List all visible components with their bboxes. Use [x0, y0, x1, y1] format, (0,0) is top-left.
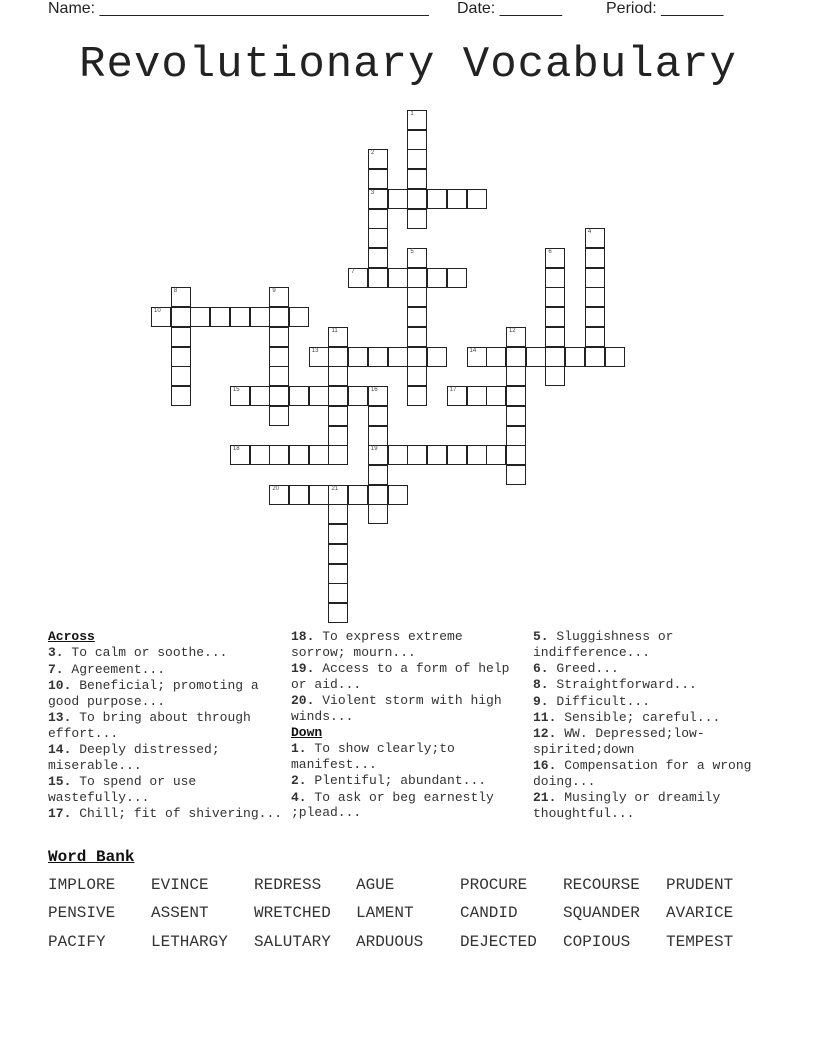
grid-number: 6: [548, 249, 552, 256]
clue-down-2: 2. Plentiful; abundant...: [291, 773, 487, 789]
grid-cell[interactable]: [427, 268, 447, 288]
grid-cell[interactable]: [269, 485, 289, 505]
grid-cell[interactable]: [486, 445, 506, 465]
grid-cell[interactable]: [348, 268, 368, 288]
clue-across-10: 10. Beneficial; promoting a good purpose...: [48, 677, 259, 709]
grid-cell[interactable]: [309, 386, 329, 406]
grid-cell[interactable]: [506, 366, 526, 386]
clue-across-15: 15. To spend or use wastefully...: [48, 773, 197, 805]
grid-cell[interactable]: [486, 386, 506, 406]
word-bank-item: PACIFY: [48, 933, 106, 951]
word-bank-item: LETHARGY: [151, 933, 228, 951]
grid-number: 15: [232, 387, 240, 394]
grid-cell[interactable]: [427, 189, 447, 209]
word-bank-title: Word Bank: [48, 848, 135, 866]
grid-cell[interactable]: [328, 386, 348, 406]
grid-cell[interactable]: [427, 347, 447, 367]
grid-cell[interactable]: [171, 307, 191, 327]
grid-cell[interactable]: [407, 386, 427, 406]
grid-cell[interactable]: [545, 366, 565, 386]
clue-across-18: 18. To express extreme sorrow; mourn...: [291, 629, 463, 660]
grid-cell[interactable]: [269, 327, 289, 347]
grid-cell[interactable]: [328, 524, 348, 544]
grid-cell[interactable]: [486, 347, 506, 367]
period-field[interactable]: Period: _______: [606, 0, 724, 17]
word-bank-item: PRUDENT: [666, 876, 734, 894]
word-bank-item: AVARICE: [666, 904, 734, 922]
grid-cell[interactable]: [250, 307, 270, 327]
grid-number: 19: [370, 446, 378, 453]
grid-cell[interactable]: [506, 406, 526, 426]
grid-cell[interactable]: [250, 386, 270, 406]
grid-cell[interactable]: [407, 130, 427, 150]
grid-cell[interactable]: [585, 347, 605, 367]
grid-number: 10: [154, 308, 161, 315]
grid-cell[interactable]: [151, 307, 171, 327]
word-bank-item: SQUANDER: [563, 904, 640, 922]
grid-cell[interactable]: [545, 307, 565, 327]
grid-cell[interactable]: [506, 445, 526, 465]
word-bank-item: RECOURSE: [563, 876, 640, 894]
grid-cell[interactable]: [368, 248, 388, 268]
grid-cell[interactable]: [407, 307, 427, 327]
clue-down-16: 16. Compensation for a wrong doing...: [533, 758, 752, 789]
clue-across-3: 3. To calm or soothe...: [48, 645, 228, 661]
clue-across-14: 14. Deeply distressed; miserable...: [48, 741, 220, 773]
grid-number: 3: [370, 189, 375, 196]
clue-down-9: 9. Difficult...: [533, 693, 651, 709]
grid-cell[interactable]: [407, 169, 427, 189]
grid-cell[interactable]: [289, 445, 309, 465]
clue-down-1: 1. To show clearly;to manifest...: [291, 741, 455, 772]
grid-cell[interactable]: [328, 544, 348, 564]
grid-cell[interactable]: [605, 347, 625, 367]
grid-cell[interactable]: [407, 445, 427, 465]
grid-cell[interactable]: [368, 149, 388, 169]
clue-across-19: 19. Access to a form of help or aid...: [291, 661, 510, 692]
word-bank-item: PENSIVE: [48, 904, 116, 922]
grid-cell[interactable]: [171, 386, 191, 406]
date-field[interactable]: Date: _______: [457, 0, 562, 17]
grid-cell[interactable]: [368, 406, 388, 426]
grid-cell[interactable]: [407, 110, 427, 130]
clue-down-21: 21. Musingly or dreamily thoughtful...: [533, 790, 721, 821]
clue-across-7: 7. Agreement...: [48, 661, 166, 677]
grid-cell[interactable]: [467, 386, 487, 406]
grid-cell[interactable]: [309, 485, 329, 505]
grid-cell[interactable]: [506, 327, 526, 347]
grid-cell[interactable]: [368, 445, 388, 465]
grid-cell[interactable]: [309, 445, 329, 465]
grid-number: 16: [370, 387, 378, 394]
grid-cell[interactable]: [407, 347, 427, 367]
word-bank-item: IMPLORE: [48, 876, 116, 894]
grid-cell[interactable]: [506, 426, 526, 446]
grid-cell[interactable]: [467, 347, 487, 367]
grid-cell[interactable]: [447, 386, 467, 406]
grid-cell[interactable]: [368, 268, 388, 288]
grid-cell[interactable]: [328, 347, 348, 367]
grid-cell[interactable]: [526, 347, 546, 367]
grid-cell[interactable]: [368, 386, 388, 406]
grid-cell[interactable]: [368, 347, 388, 367]
grid-cell[interactable]: [585, 248, 605, 268]
grid-cell[interactable]: [368, 209, 388, 229]
grid-cell[interactable]: [467, 445, 487, 465]
grid-cell[interactable]: [407, 287, 427, 307]
grid-cell[interactable]: [289, 386, 309, 406]
word-bank-item: ARDUOUS: [356, 933, 424, 951]
grid-cell[interactable]: [545, 248, 565, 268]
grid-cell[interactable]: [210, 307, 230, 327]
grid-cell[interactable]: [171, 347, 191, 367]
word-bank-item: EVINCE: [151, 876, 209, 894]
clue-down-12: 12. WW. Depressed;low-spirited;down: [533, 726, 705, 757]
grid-cell[interactable]: [585, 307, 605, 327]
grid-cell[interactable]: [545, 287, 565, 307]
grid-cell[interactable]: [565, 347, 585, 367]
grid-cell[interactable]: [269, 307, 289, 327]
grid-cell[interactable]: [348, 485, 368, 505]
grid-cell[interactable]: [585, 228, 605, 248]
grid-cell[interactable]: [269, 366, 289, 386]
clue-down-11: 11. Sensible; careful...: [533, 709, 721, 725]
grid-cell[interactable]: [585, 287, 605, 307]
word-bank-item: LAMENT: [356, 904, 414, 922]
grid-cell[interactable]: [407, 149, 427, 169]
grid-cell[interactable]: [328, 485, 348, 505]
clue-across-20: 20. Violent storm with high winds...: [291, 693, 502, 724]
grid-cell[interactable]: [328, 366, 348, 386]
grid-cell[interactable]: [328, 426, 348, 446]
word-bank-item: WRETCHED: [254, 904, 331, 922]
grid-cell[interactable]: [289, 307, 309, 327]
down-heading: Down: [291, 725, 323, 740]
grid-cell[interactable]: [269, 347, 289, 367]
grid-cell[interactable]: [368, 485, 388, 505]
grid-number: 11: [331, 327, 338, 334]
clue-across-13: 13. To bring about through effort...: [48, 709, 251, 741]
clue-down-5: 5. Sluggishness or indifference...: [533, 629, 674, 660]
grid-cell[interactable]: [388, 268, 408, 288]
grid-cell[interactable]: [407, 248, 427, 268]
grid-cell[interactable]: [447, 268, 467, 288]
grid-cell[interactable]: [368, 426, 388, 446]
grid-cell[interactable]: [368, 169, 388, 189]
word-bank-item: DEJECTED: [460, 933, 537, 951]
grid-cell[interactable]: [328, 583, 348, 603]
grid-cell[interactable]: [269, 406, 289, 426]
grid-number: 20: [272, 485, 279, 492]
grid-cell[interactable]: [269, 445, 289, 465]
clue-down-8: 8. Straightforward...: [533, 677, 697, 693]
grid-cell[interactable]: [368, 465, 388, 485]
grid-cell[interactable]: [585, 327, 605, 347]
grid-cell[interactable]: [171, 366, 191, 386]
page-title: Revolutionary Vocabulary: [79, 40, 737, 90]
clue-across-17: 17. Chill; fit of shivering...: [48, 805, 283, 821]
clue-down-4: 4. To ask or beg earnestly ;plead...: [291, 789, 494, 821]
grid-number: 13: [311, 347, 319, 354]
grid-cell[interactable]: [250, 445, 270, 465]
grid-cell[interactable]: [171, 327, 191, 347]
grid-number: 14: [469, 347, 477, 354]
grid-cell[interactable]: [427, 445, 447, 465]
grid-cell[interactable]: [309, 347, 329, 367]
grid-cell[interactable]: [407, 209, 427, 229]
grid-cell[interactable]: [171, 287, 191, 307]
grid-cell[interactable]: [328, 445, 348, 465]
clue-column-3: [533, 629, 783, 822]
grid-cell[interactable]: [230, 386, 250, 406]
grid-cell[interactable]: [506, 347, 526, 367]
grid-cell[interactable]: [545, 327, 565, 347]
word-bank-item: ASSENT: [151, 904, 209, 922]
grid-cell[interactable]: [388, 445, 408, 465]
word-bank-item: TEMPEST: [666, 933, 734, 951]
grid-cell[interactable]: [328, 504, 348, 524]
grid-cell[interactable]: [368, 228, 388, 248]
grid-cell[interactable]: [545, 347, 565, 367]
clue-down-6: 6. Greed...: [533, 661, 619, 676]
grid-cell[interactable]: [407, 189, 427, 209]
grid-cell[interactable]: [545, 268, 565, 288]
grid-number: 18: [232, 446, 240, 453]
grid-cell[interactable]: [289, 485, 309, 505]
name-field[interactable]: Name: _____________________________________: [48, 0, 429, 17]
grid-cell[interactable]: [388, 485, 408, 505]
grid-cell[interactable]: [368, 504, 388, 524]
word-bank-item: REDRESS: [254, 876, 322, 894]
grid-cell[interactable]: [447, 445, 467, 465]
grid-cell[interactable]: [407, 268, 427, 288]
grid-cell[interactable]: [467, 189, 487, 209]
grid-cell[interactable]: [328, 406, 348, 426]
grid-cell[interactable]: [407, 327, 427, 347]
grid-number: 17: [449, 387, 457, 394]
grid-cell[interactable]: [368, 189, 388, 209]
grid-cell[interactable]: [388, 347, 408, 367]
grid-number: 21: [331, 485, 339, 492]
across-heading: Across: [48, 629, 95, 644]
grid-number: 2: [370, 150, 375, 157]
grid-cell[interactable]: [506, 465, 526, 485]
grid-number: 7: [351, 268, 355, 275]
grid-cell[interactable]: [447, 189, 467, 209]
grid-cell[interactable]: [506, 386, 526, 406]
word-bank-item: SALUTARY: [254, 933, 331, 951]
grid-number: 12: [508, 327, 516, 334]
word-bank-item: PROCURE: [460, 876, 528, 894]
grid-cell[interactable]: [407, 366, 427, 386]
grid-cell[interactable]: [328, 327, 348, 347]
grid-cell[interactable]: [190, 307, 210, 327]
grid-number: 1: [410, 111, 414, 117]
grid-number: 9: [272, 288, 276, 295]
grid-cell[interactable]: [328, 603, 348, 623]
grid-cell[interactable]: [269, 386, 289, 406]
word-bank-item: CANDID: [460, 904, 518, 922]
clue-column-1: [48, 629, 284, 822]
grid-cell[interactable]: [348, 347, 368, 367]
grid-cell[interactable]: [388, 189, 408, 209]
grid-cell[interactable]: [328, 564, 348, 584]
grid-cell[interactable]: [269, 287, 289, 307]
grid-cell[interactable]: [230, 445, 250, 465]
grid-number: 5: [410, 249, 414, 256]
grid-cell[interactable]: [348, 386, 368, 406]
grid-number: 4: [587, 229, 592, 236]
clue-column-2: [291, 629, 519, 822]
grid-cell[interactable]: [230, 307, 250, 327]
word-bank-item: COPIOUS: [563, 933, 631, 951]
word-bank-item: AGUE: [356, 876, 395, 894]
grid-cell[interactable]: [585, 268, 605, 288]
grid-number: 8: [173, 288, 178, 295]
